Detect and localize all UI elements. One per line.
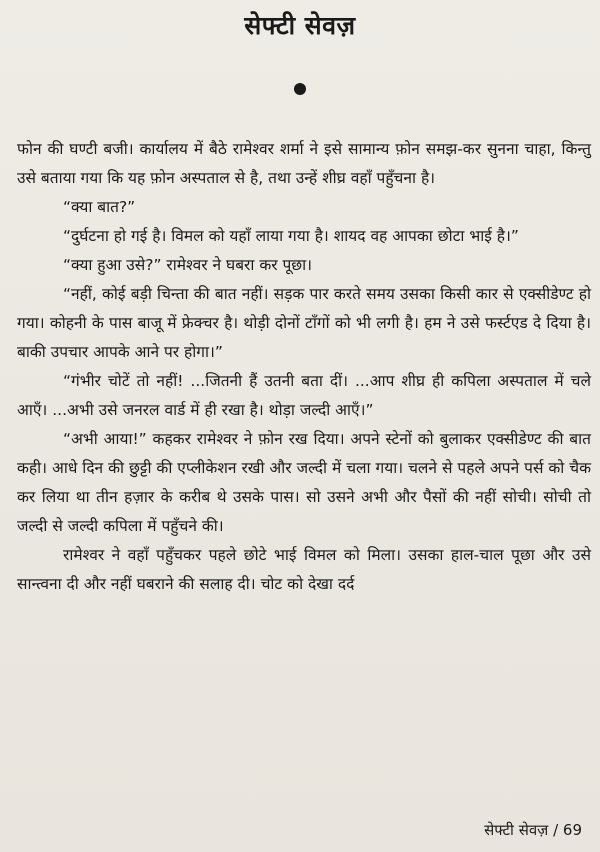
chapter-title: सेफ्टी सेवज़: [244, 11, 356, 40]
ornament-bullet: [294, 83, 306, 95]
paragraph: “अभी आया!” कहकर रामेश्वर ने फ़ोन रख दिया। अपने स्टेनों को बुलाकर एक्सीडेण्ट की बात कही। आधे दिन की छुट्टी की एप्लीकेशन रखी और जल्दी में चला गया। चलने से पहले अपने पर्स को चैक कर लिया था तीन हज़ार के करीब थे उसके पास। सो उसने अभी और पैसों की नहीं सोची। सोची तो जल्दी से जल्दी कपिला में पहुँचने की।: [17, 430, 591, 535]
page-footer: सेफ्टी सेवज़ / 69: [484, 821, 582, 839]
paragraph: “नहीं, कोई बड़ी चिन्ता की बात नहीं। सड़क पार करते समय उसका किसी कार से एक्सीडेण्ट हो गया। कोहनी के पास बाजू में फ्रेक्चर है। थोड़ी दोनों टाँगों को भी लगी है। हम ने उसे फर्स्टएड दे दिया है। बाकी उपचार आपके आने पर होगा।”: [17, 285, 591, 361]
paragraph: फोन की घण्टी बजी। कार्यालय में बैठे रामेश्वर शर्मा ने इसे सामान्य फ़ोन समझ-कर सुनना चाहा, किन्तु उसे बताया गया कि यह फ़ोन अस्पताल से है, तथा उन्हें शीघ्र वहाँ पहुँचना है।: [17, 140, 591, 187]
paragraph: “दुर्घटना हो गई है। विमल को यहाँ लाया गया है। शायद वह आपका छोटा भाई है।”: [63, 227, 519, 245]
paragraph: “क्या हुआ उसे?” रामेश्वर ने घबरा कर पूछा।: [63, 256, 313, 274]
paragraph: “गंभीर चोटें तो नहीं! ...जितनी हैं उतनी बता दीं। ...आप शीघ्र ही कपिला अस्पताल में चले आएँ। ...अभी उसे जनरल वार्ड में ही रखा है। थोड़ा जल्दी आएँ।”: [17, 372, 591, 419]
paragraph: “क्या बात?”: [63, 198, 136, 216]
body-text: [17, 135, 591, 599]
paragraph: रामेश्वर ने वहाँ पहुँचकर पहले छोटे भाई विमल को मिला। उसका हाल-चाल पूछा और उसे सान्त्वना दी और नहीं घबराने की सलाह दी। चोट को देखा दर्द: [17, 546, 591, 593]
